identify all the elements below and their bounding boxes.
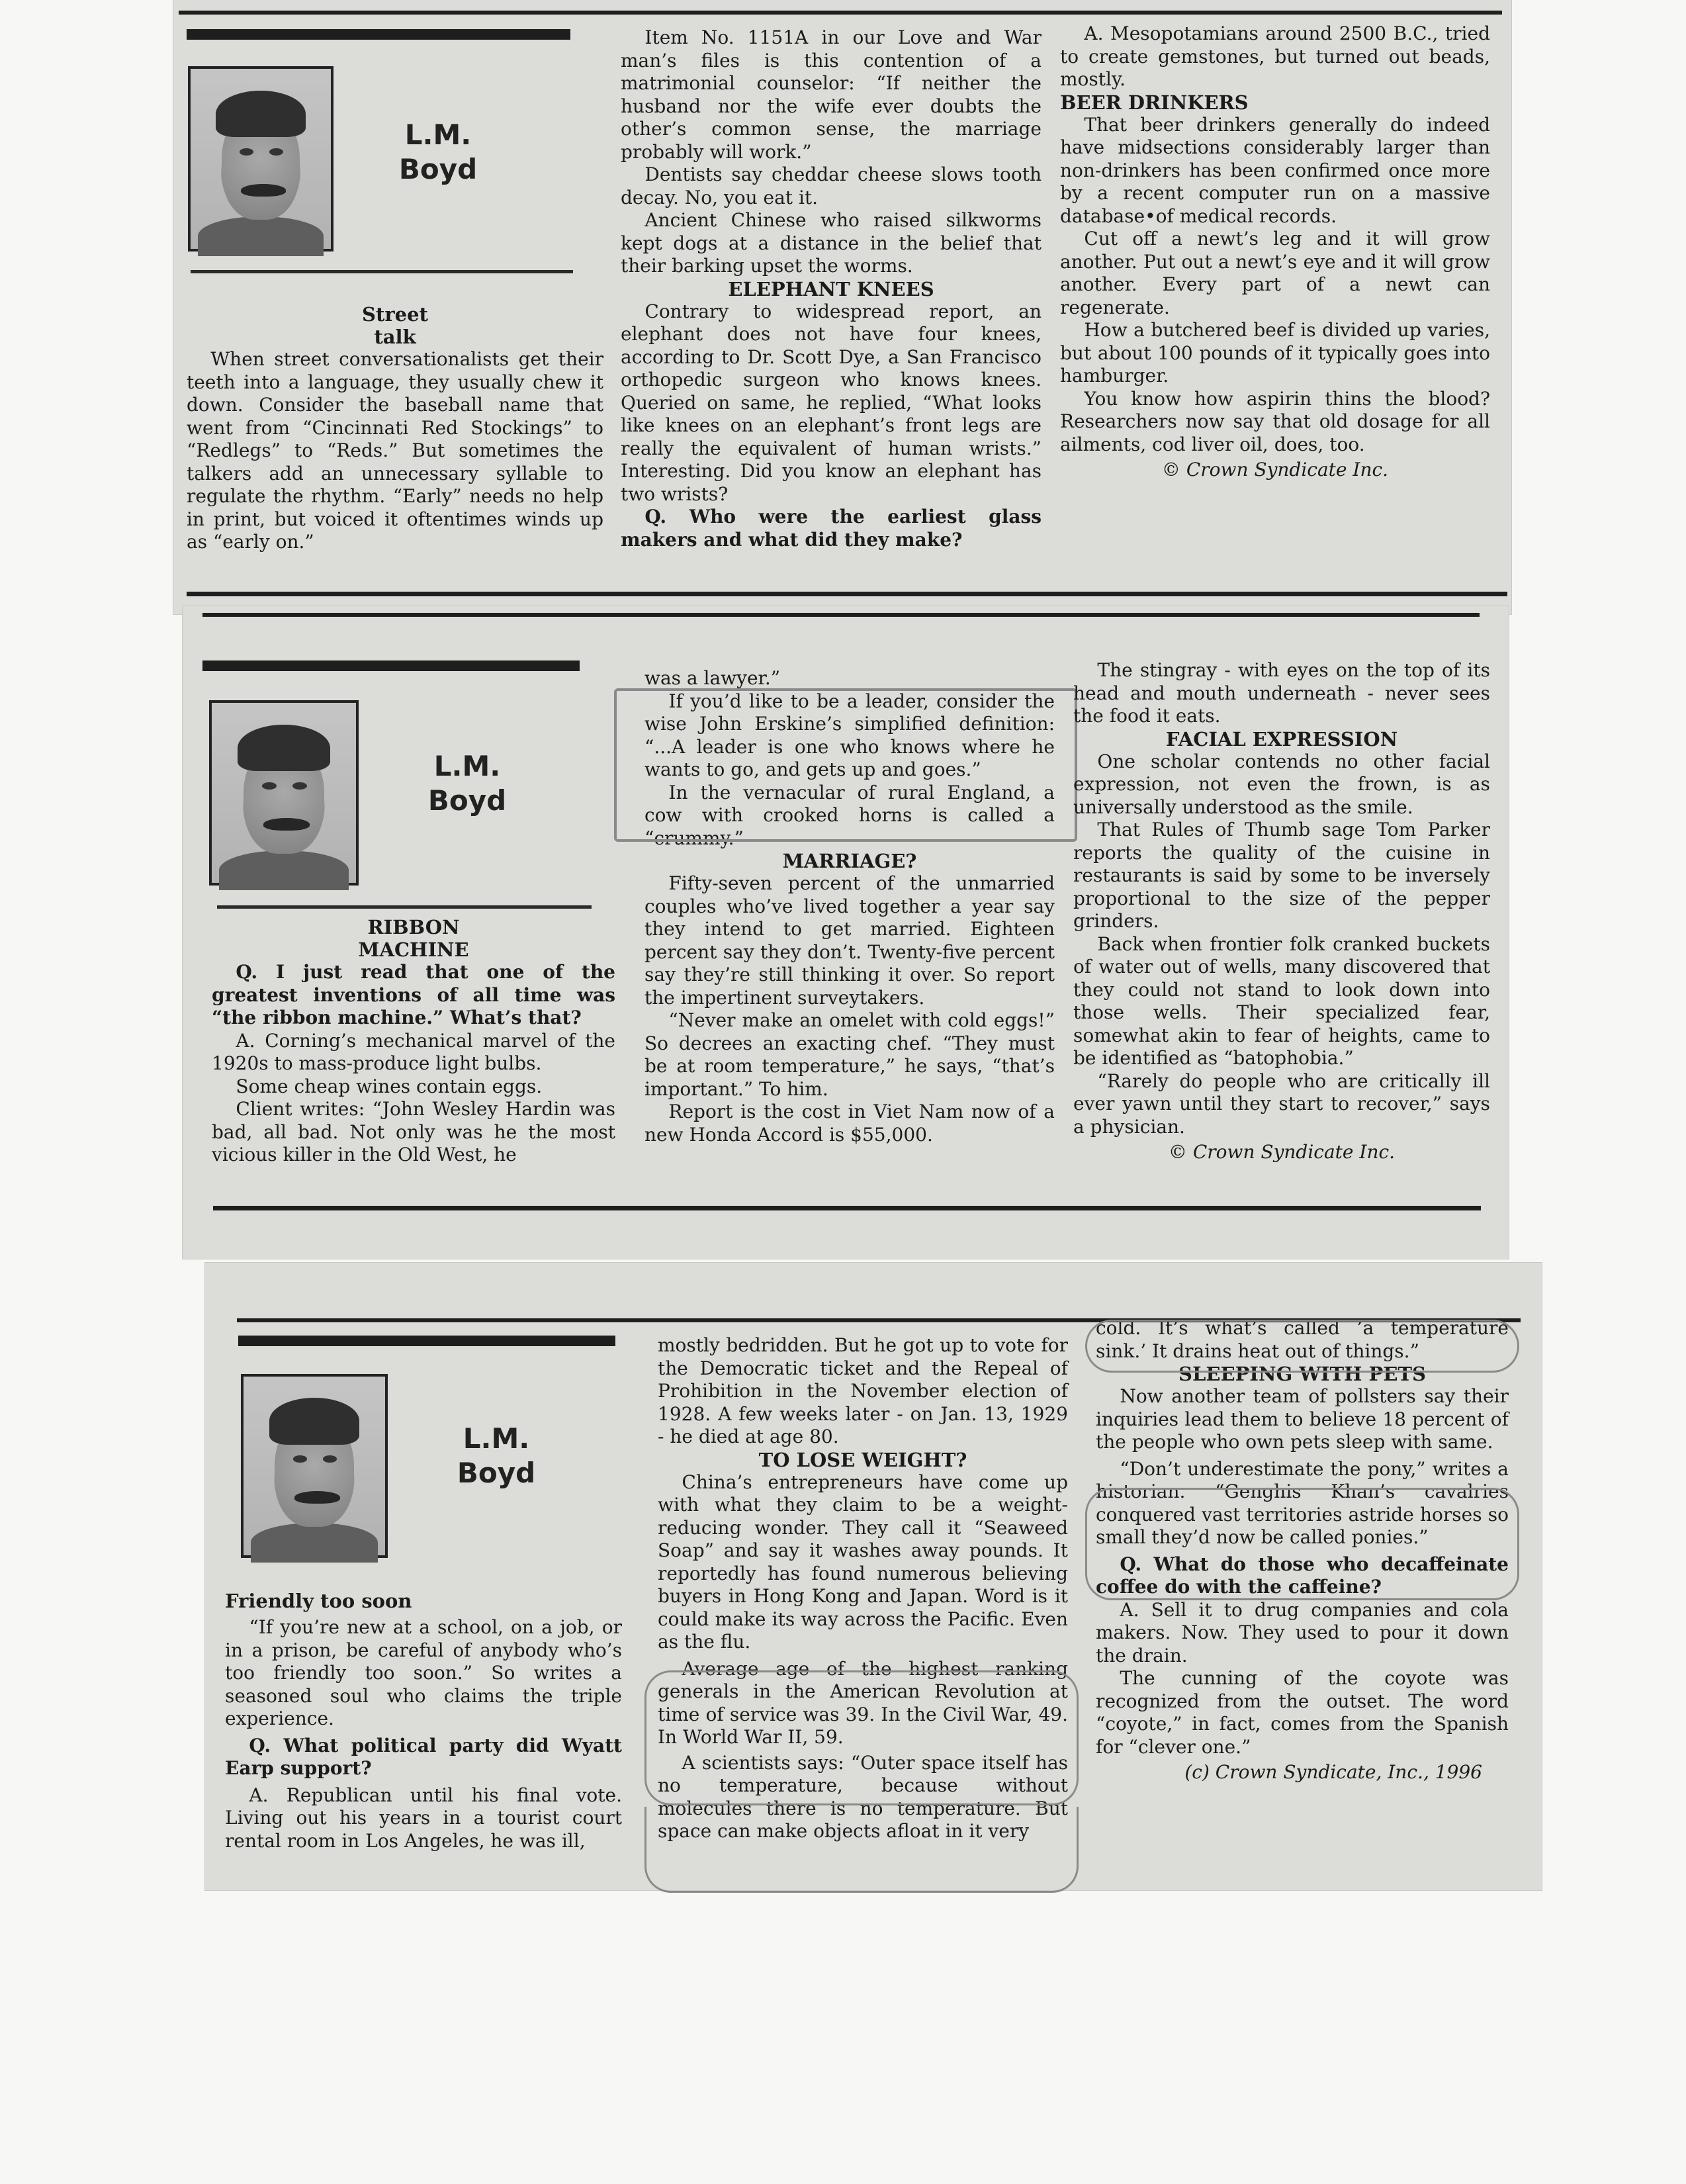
- paragraph: A. Republican until his final vote. Living out his years in a tourist court rental room in Los Angeles, he was ill,: [225, 1784, 622, 1852]
- column-2: [621, 26, 1042, 551]
- paragraph: Report is the cost in Viet Nam now of a new Honda Accord is $55,000.: [644, 1101, 1055, 1146]
- byline-surname: Boyd: [457, 1457, 536, 1489]
- paragraph: Dentists say cheddar cheese slows tooth decay. No, you eat it.: [621, 163, 1042, 208]
- paragraph: cold. It’s what’s called ’a temperature sink.’ It drains heat out of things.”: [1096, 1317, 1509, 1362]
- header-rule: [187, 29, 570, 40]
- section-heading: FACIAL EXPRESSION: [1165, 727, 1398, 751]
- column-2: [658, 1334, 1068, 1843]
- column-1: [225, 1590, 622, 1852]
- column-2: [644, 667, 1055, 1146]
- section-heading: BEER DRINKERS: [1060, 91, 1249, 114]
- author-portrait: [209, 700, 359, 886]
- paragraph: If you’d like to be a leader, consider the wise John Erskine’s simplified definition: “...A leader is one who knows where he wants to go, and gets up and goes.”: [644, 690, 1055, 780]
- question: Q. What do those who decaffeinate coffee do with the caffeine?: [1096, 1553, 1509, 1598]
- paragraph: The cunning of the coyote was recognized from the outset. The word “coyote,” in fact, comes from the Spanish for “clever one.”: [1096, 1667, 1509, 1758]
- author-byline: [430, 1422, 562, 1490]
- paragraph: A. Sell it to drug companies and cola makers. Now. They used to pour it down the drain.: [1096, 1598, 1509, 1666]
- header-rule: [202, 660, 580, 671]
- clipping-3: [205, 1263, 1542, 1890]
- paragraph: When street conversationalists get their teeth into a language, they usually chew it down. Consider the baseball name that went from “Cincinnati Red Stockings” to “Redlegs” to “Reds.” But sometimes the talkers add an unnecessary syllable to regulate the rhythm. “Early” needs no help in print, but voiced it oftentimes winds up as “early on.”: [187, 348, 603, 553]
- section-heading: ELEPHANT KNEES: [728, 277, 934, 300]
- paragraph: “Rarely do people who are critically ill ever yawn until they start to recover,” says a physician.: [1073, 1069, 1490, 1138]
- bottom-rule: [187, 592, 1507, 596]
- copyright-credit: © Crown Syndicate Inc.: [1168, 1141, 1396, 1163]
- paragraph: Some cheap wines contain eggs.: [236, 1075, 543, 1097]
- paragraph: Item No. 1151A in our Love and War man’s files is this contention of a matrimonial counselor: “If neither the husband nor the wife ever doubts the other’s common sense, the marriage probably will work.”: [621, 26, 1042, 163]
- paragraph: How a butchered beef is divided up varies, but about 100 pounds of it typically goes into hamburger.: [1060, 319, 1490, 387]
- author-portrait: [188, 66, 333, 251]
- paragraph: “Don’t underestimate the pony,” writes a historian. “Genghis Khan’s cavalries conquered vast territories astride horses so small they’d now be called ponies.”: [1096, 1457, 1509, 1548]
- section-rule: [191, 270, 573, 273]
- paragraph: “If you’re new at a school, on a job, or in a prison, be careful of anybody who’s too friendly too soon.” So writes a seasoned soul who claims the triple experience.: [225, 1616, 622, 1729]
- column-3: [1060, 23, 1490, 482]
- section-heading: Street talk: [362, 303, 428, 348]
- header-rule: [238, 1336, 615, 1346]
- clipping-2: [183, 606, 1509, 1259]
- copyright-credit: (c) Crown Syndicate, Inc., 1996: [1184, 1761, 1482, 1783]
- paragraph: A. Corning’s mechanical marvel of the 1920s to mass-produce light bulbs.: [212, 1029, 615, 1074]
- author-byline: [401, 749, 533, 818]
- top-rule: [202, 613, 1480, 617]
- paragraph: One scholar contends no other facial expression, not even the frown, is as universally understood as the smile.: [1073, 750, 1490, 818]
- byline-initials: L.M.: [463, 1422, 530, 1455]
- clipping-1: [173, 0, 1511, 614]
- paragraph: Back when frontier folk cranked buckets of water out of wells, many discovered that they could not stand to look down into those wells. Their specialized fear, somewhat akin to fear of heights, came to be identified as “batophobia.”: [1073, 933, 1490, 1069]
- section-heading: Friendly too soon: [225, 1590, 412, 1612]
- paragraph: You know how aspirin thins the blood? Researchers now say that old dosage for all ailments, cod liver oil, does, too.: [1060, 387, 1490, 455]
- question: Q. Who were the earliest glass makers and what did they make?: [621, 506, 1042, 551]
- bottom-rule: [213, 1206, 1481, 1210]
- section-heading: RIBBON MACHINE: [358, 916, 469, 961]
- section-heading: TO LOSE WEIGHT?: [758, 1448, 967, 1471]
- top-rule: [179, 11, 1502, 15]
- question: Q. What political party did Wyatt Earp support?: [225, 1734, 622, 1779]
- paragraph: A scientists says: “Outer space itself has no temperature, because without molecules there is no temperature. But space can make objects afloat in it very: [658, 1751, 1068, 1842]
- column-3: [1096, 1317, 1509, 1784]
- copyright-credit: © Crown Syndicate Inc.: [1161, 459, 1389, 480]
- column-1: [212, 916, 615, 1167]
- paragraph: The stingray - with eyes on the top of its head and mouth underneath - never sees the food it eats.: [1073, 659, 1490, 727]
- paragraph: was a lawyer.”: [644, 667, 781, 689]
- paragraph: A. Mesopotamians around 2500 B.C., tried to create gemstones, but turned out beads, mostly.: [1060, 23, 1490, 90]
- paragraph: Fifty-seven percent of the unmarried couples who’ve lived together a year say they intend to get married. Eighteen percent say they don’t. Twenty-five percent say they’re still thinking it over. So report the impertinent surveytakers.: [644, 872, 1055, 1009]
- byline-initials: L.M.: [404, 118, 472, 151]
- byline-initials: L.M.: [433, 750, 501, 782]
- paragraph: Client writes: “John Wesley Hardin was bad, all bad. Not only was he the most vicious killer in the Old West, he: [212, 1098, 615, 1165]
- paragraph: Ancient Chinese who raised silkworms kept dogs at a distance in the belief that their barking upset the worms.: [621, 209, 1042, 277]
- paragraph: That beer drinkers generally do indeed have midsections considerably larger than non-drinkers has been confirmed once more by a recent computer run on a massive database•of medical records.: [1060, 113, 1490, 227]
- paragraph: Now another team of pollsters say their inquiries lead them to believe 18 percent of the people who own pets sleep with same.: [1096, 1385, 1509, 1453]
- paragraph: mostly bedridden. But he got up to vote for the Democratic ticket and the Repeal of Prohibition in the November election of 1928. A few weeks later - on Jan. 13, 1929 - he died at age 80.: [658, 1334, 1068, 1447]
- paragraph: Average age of the highest ranking generals in the American Revolution at time of service was 39. In the Civil War, 49. In World War II, 59.: [658, 1657, 1068, 1748]
- byline-surname: Boyd: [427, 784, 507, 817]
- section-heading: SLEEPING WITH PETS: [1178, 1363, 1426, 1385]
- section-heading: MARRIAGE?: [782, 850, 917, 872]
- author-byline: [372, 118, 504, 187]
- section-rule: [217, 905, 592, 909]
- question: Q. I just read that one of the greatest inventions of all time was “the ribbon machine.” What’s that?: [212, 961, 615, 1028]
- paragraph: That Rules of Thumb sage Tom Parker reports the quality of the cuisine in restaurants is said by some to be inversely proportional to the size of the pepper grinders.: [1073, 819, 1490, 932]
- paragraph: In the vernacular of rural England, a cow with crooked horns is called a “crummy.”: [644, 781, 1055, 849]
- column-3: [1073, 659, 1490, 1164]
- paragraph: Cut off a newt’s leg and it will grow another. Put out a newt’s eye and it will grow another. Every part of a newt can regenerate.: [1060, 228, 1490, 318]
- author-portrait: [241, 1374, 388, 1558]
- paragraph: China’s entrepreneurs have come up with what they claim to be a weight-reducing wonder. They call it “Seaweed Soap” and say it washes away pounds. It reportedly has found numerous believing buyers in Hong Kong and Japan. Word is it could make its way across the Pacific. Even as the flu.: [658, 1471, 1068, 1653]
- paragraph: Contrary to widespread report, an elephant does not have four knees, according to Dr. Scott Dye, a San Francisco orthopedic surgeon who knows knees. Queried on same, he replied, “What looks like knees on an elephant’s front legs are really the equivalent of human wrists.” Interesting. Did you know an elephant has two wrists?: [621, 300, 1042, 505]
- column-1: [187, 303, 603, 554]
- paragraph: “Never make an omelet with cold eggs!” So decrees an exacting chef. “They must be at room temperature,” he says, “that’s important.” To him.: [644, 1009, 1055, 1100]
- byline-surname: Boyd: [398, 153, 478, 185]
